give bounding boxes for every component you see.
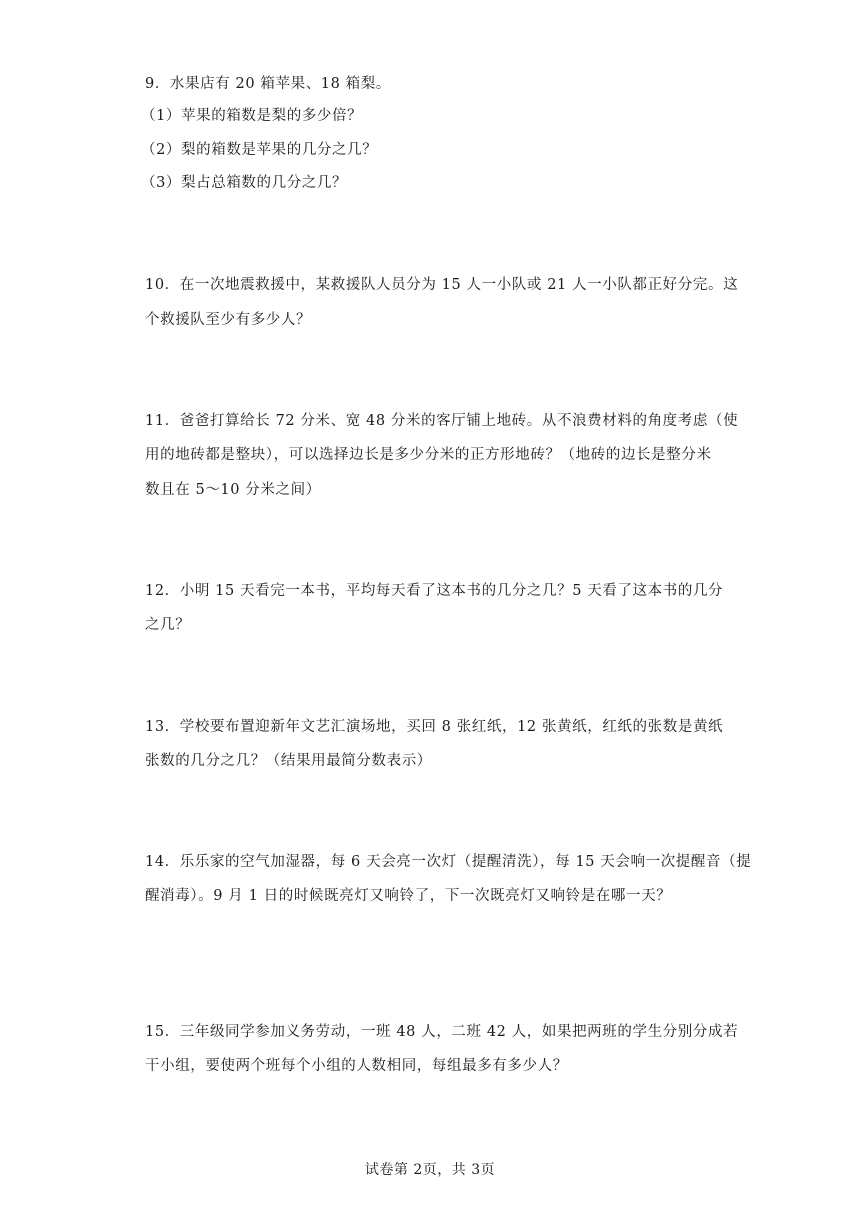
question-9-sub-3: （3）梨占总箱数的几分之几？ xyxy=(141,175,348,191)
question-10-line-2: 个救援队至少有多少人？ xyxy=(145,312,312,328)
question-15-line-1: 15．三年级同学参加义务劳动，一班 48 人，二班 42 人，如果把两班的学生分别分成若 xyxy=(145,1024,739,1040)
question-15-line-2: 干小组，要使两个班每个小组的人数相同，每组最多有多少人？ xyxy=(145,1058,568,1074)
question-9-sub-2: （2）梨的箱数是苹果的几分之几？ xyxy=(141,142,378,158)
question-12-line-2: 之几？ xyxy=(145,617,191,633)
question-9-text: 9．水果店有 20 箱苹果、18 箱梨。 xyxy=(145,76,391,92)
question-14-line-1: 14．乐乐家的空气加湿器，每 6 天会亮一次灯（提醒清洗），每 15 天会响一次提醒音（提 xyxy=(145,854,752,870)
question-13-line-2: 张数的几分之几？（结果用最简分数表示） xyxy=(145,753,432,769)
question-11-line-2: 用的地砖都是整块），可以选择边长是多少分米的正方形地砖？（地砖的边长是整分米 xyxy=(145,447,712,463)
question-14-line-2: 醒消毒）。9 月 1 日的时候既亮灯又响铃了，下一次既亮灯又响铃是在哪一天？ xyxy=(145,888,672,904)
question-12-line-1: 12．小明 15 天看完一本书，平均每天看了这本书的几分之几？5 天看了这本书的几分 xyxy=(145,583,724,599)
page-footer: 试卷第 2页，共 3页 xyxy=(364,1162,496,1178)
question-10-line-1: 10．在一次地震救援中，某救援队人员分为 15 人一小队或 21 人一小队都正好分完。这 xyxy=(145,277,739,293)
question-9-sub-1: （1）苹果的箱数是梨的多少倍？ xyxy=(141,108,363,124)
question-11-line-3: 数且在 5～10 分米之间） xyxy=(145,482,321,498)
question-13-line-1: 13．学校要布置迎新年文艺汇演场地，买回 8 张红纸，12 张黄纸，红纸的张数是黄纸 xyxy=(145,719,724,735)
question-11-line-1: 11．爸爸打算给长 72 分米、宽 48 分米的客厅铺上地砖。从不浪费材料的角度考虑（使 xyxy=(145,413,739,429)
